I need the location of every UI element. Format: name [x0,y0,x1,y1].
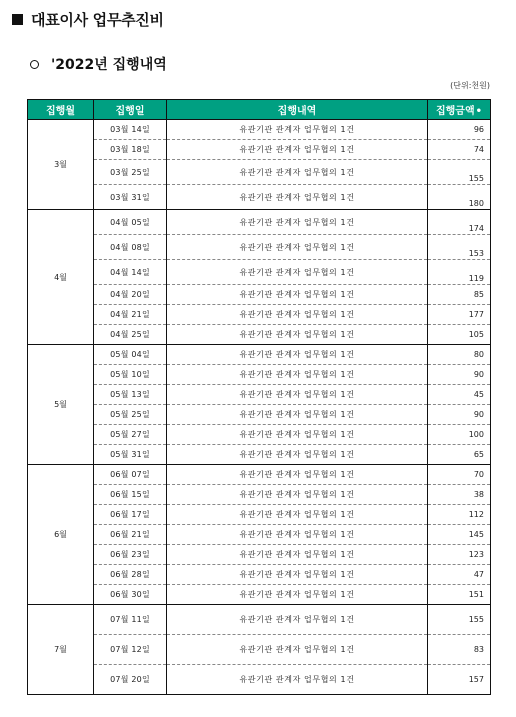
table-row [28,445,491,465]
table-row [28,120,491,140]
circle-bullet-icon [30,60,39,69]
description-cell: 유관기관 관계자 업무협의 1건 [167,365,428,385]
amount-cell: 155 [428,160,491,185]
description-cell: 유관기관 관계자 업무협의 1건 [167,545,428,565]
table-row [28,365,491,385]
table-row [28,505,491,525]
amount-cell: 123 [428,545,491,565]
amount-cell: 47 [428,565,491,585]
description-cell: 유관기관 관계자 업무협의 1건 [167,565,428,585]
table-row [28,525,491,545]
date-cell: 05월 27일 [94,425,167,445]
description-cell: 유관기관 관계자 업무협의 1건 [167,405,428,425]
description-cell: 유관기관 관계자 업무협의 1건 [167,260,428,285]
amount-cell: 85 [428,285,491,305]
amount-cell: 38 [428,485,491,505]
date-cell: 05월 10일 [94,365,167,385]
date-cell: 05월 13일 [94,385,167,405]
amount-cell: 157 [428,665,491,695]
table-row [28,585,491,605]
amount-cell: 153 [428,235,491,260]
date-cell: 06월 15일 [94,485,167,505]
table-row [28,185,491,210]
date-cell: 06월 17일 [94,505,167,525]
amount-cell: 100 [428,425,491,445]
date-cell: 04월 25일 [94,325,167,345]
amount-cell: 119 [428,260,491,285]
description-cell: 유관기관 관계자 업무협의 1건 [167,345,428,365]
date-cell: 07월 11일 [94,605,167,635]
date-cell: 04월 14일 [94,260,167,285]
description-cell: 유관기관 관계자 업무협의 1건 [167,305,428,325]
table-row [28,485,491,505]
unit-label: (단위:천원) [450,81,490,90]
header-amount [428,100,491,120]
date-cell: 03월 31일 [94,185,167,210]
description-cell: 유관기관 관계자 업무협의 1건 [167,235,428,260]
table-row [28,235,491,260]
description-cell: 유관기관 관계자 업무협의 1건 [167,445,428,465]
amount-cell: 96 [428,120,491,140]
amount-cell: 70 [428,465,491,485]
date-cell: 07월 20일 [94,665,167,695]
date-cell: 06월 07일 [94,465,167,485]
table-row [28,210,491,235]
table-row [28,345,491,365]
description-cell: 유관기관 관계자 업무협의 1건 [167,485,428,505]
header-amount-label: 집행금액 [435,106,475,117]
amount-cell: 180 [428,185,491,210]
table-row [28,605,491,635]
month-cell: 7월 [28,605,94,695]
description-cell: 유관기관 관계자 업무협의 1건 [167,525,428,545]
date-cell: 06월 30일 [94,585,167,605]
month-cell: 5월 [28,345,94,465]
description-cell: 유관기관 관계자 업무협의 1건 [167,385,428,405]
table-header-row [28,100,491,120]
description-cell: 유관기관 관계자 업무협의 1건 [167,140,428,160]
amount-cell: 45 [428,385,491,405]
amount-cell: 151 [428,585,491,605]
date-cell: 05월 31일 [94,445,167,465]
amount-cell: 65 [428,445,491,465]
date-cell: 04월 05일 [94,210,167,235]
date-cell: 06월 23일 [94,545,167,565]
date-cell: 07월 12일 [94,635,167,665]
description-cell: 유관기관 관계자 업무협의 1건 [167,605,428,635]
amount-cell: 112 [428,505,491,525]
heading-text: 대표이사 업무추진비 [31,10,164,29]
amount-cell: 90 [428,405,491,425]
description-cell: 유관기관 관계자 업무협의 1건 [167,635,428,665]
table-row [28,385,491,405]
table-row [28,565,491,585]
table-row [28,140,491,160]
amount-cell: 90 [428,365,491,385]
table-row [28,260,491,285]
date-cell: 04월 08일 [94,235,167,260]
amount-cell: 74 [428,140,491,160]
description-cell: 유관기관 관계자 업무협의 1건 [167,185,428,210]
description-cell: 유관기관 관계자 업무협의 1건 [167,505,428,525]
date-cell: 05월 25일 [94,405,167,425]
header-amount-marker: • [475,106,483,117]
date-cell: 04월 21일 [94,305,167,325]
month-cell: 6월 [28,465,94,605]
description-cell: 유관기관 관계자 업무협의 1건 [167,325,428,345]
month-cell: 4월 [28,210,94,345]
description-cell: 유관기관 관계자 업무협의 1건 [167,665,428,695]
table-row [28,545,491,565]
table-row [28,405,491,425]
header-month: 집행월 [28,100,94,120]
description-cell: 유관기관 관계자 업무협의 1건 [167,285,428,305]
expense-table [27,99,491,695]
amount-cell: 174 [428,210,491,235]
description-cell: 유관기관 관계자 업무협의 1건 [167,585,428,605]
date-cell: 06월 28일 [94,565,167,585]
amount-cell: 83 [428,635,491,665]
table-row [28,635,491,665]
table-row [28,285,491,305]
date-cell: 06월 21일 [94,525,167,545]
amount-cell: 145 [428,525,491,545]
table-row [28,325,491,345]
date-cell: 03월 18일 [94,140,167,160]
header-description: 집행내역 [167,100,428,120]
table-row [28,425,491,445]
amount-cell: 155 [428,605,491,635]
date-cell: 03월 14일 [94,120,167,140]
description-cell: 유관기관 관계자 업무협의 1건 [167,120,428,140]
description-cell: 유관기관 관계자 업무협의 1건 [167,160,428,185]
header-date: 집행일 [94,100,167,120]
table-row [28,305,491,325]
description-cell: 유관기관 관계자 업무협의 1건 [167,465,428,485]
description-cell: 유관기관 관계자 업무협의 1건 [167,210,428,235]
sub-heading [30,54,167,74]
sub-heading-text: '2022년 집행내역 [51,57,167,73]
table-row [28,665,491,695]
square-bullet-icon [12,14,23,25]
description-cell: 유관기관 관계자 업무협의 1건 [167,425,428,445]
month-cell: 3월 [28,120,94,210]
date-cell: 04월 20일 [94,285,167,305]
date-cell: 03월 25일 [94,160,167,185]
table-row [28,465,491,485]
date-cell: 05월 04일 [94,345,167,365]
amount-cell: 177 [428,305,491,325]
section-heading [12,8,164,30]
table-row [28,160,491,185]
amount-cell: 105 [428,325,491,345]
amount-cell: 80 [428,345,491,365]
